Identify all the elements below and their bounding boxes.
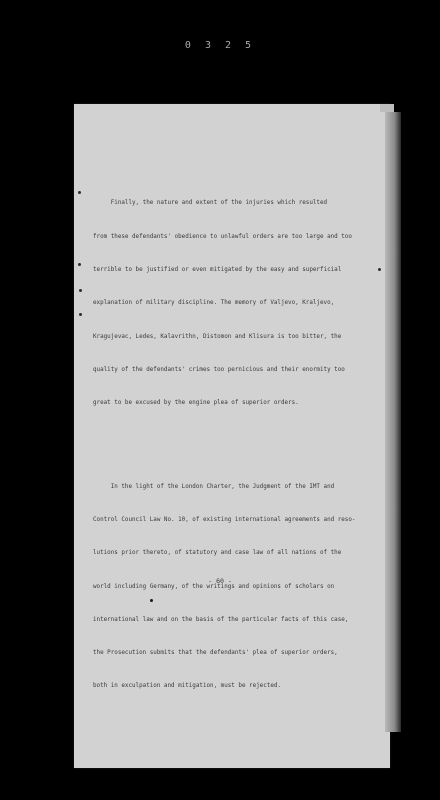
text-line: great to be excused by the engine plea of superior orders. — [93, 400, 299, 407]
punch-hole — [79, 289, 82, 292]
text-line: terrible to be justified or even mitigated by the easy and superficial — [93, 266, 342, 273]
text-line: Control Council Law No. 10, of existing international agreements and reso- — [93, 517, 356, 523]
page-edge-top — [380, 104, 394, 112]
punch-hole — [79, 313, 82, 316]
ink-dot — [150, 599, 153, 602]
punch-hole — [378, 268, 381, 271]
punch-hole — [78, 263, 81, 266]
body-text — [93, 154, 377, 726]
page-edge-shadow — [385, 112, 401, 732]
text-line: world including Germany, of the writings and opinions of scholars on — [93, 583, 335, 590]
microfilm-frame-number: 0 3 2 5 — [184, 40, 256, 51]
text-line: both in exculpation and mitigation, must be rejected. — [93, 683, 281, 690]
punch-hole — [78, 191, 81, 194]
paragraph-2 — [93, 460, 377, 715]
text-line: international law and on the basis of the particular facts of this case, — [93, 616, 349, 623]
paragraph-1 — [93, 176, 377, 431]
page-number: - 60 - — [208, 577, 232, 585]
text-line: In the light of the London Charter, the Judgment of the IMT and — [93, 483, 335, 490]
text-line: the Prosecution submits that the defendants' plea of superior orders, — [93, 650, 338, 657]
text-line: from these defendants' obedience to unlawful orders are too large and too — [93, 233, 352, 240]
text-line: Kragujevac, Ledes, Kalavrithn, Distomon and Klisura is too bitter, the — [93, 333, 342, 340]
text-line: explanation of military discipline. The memory of Valjevo, Kraljevo, — [93, 300, 335, 307]
text-line: lutions prior thereto, of statutory and case law of all nations of the — [93, 550, 342, 557]
text-line: quality of the defendants' crimes too pernicious and their enormity too — [93, 366, 345, 373]
text-line: Finally, the nature and extent of the injuries which resulted — [93, 200, 328, 207]
